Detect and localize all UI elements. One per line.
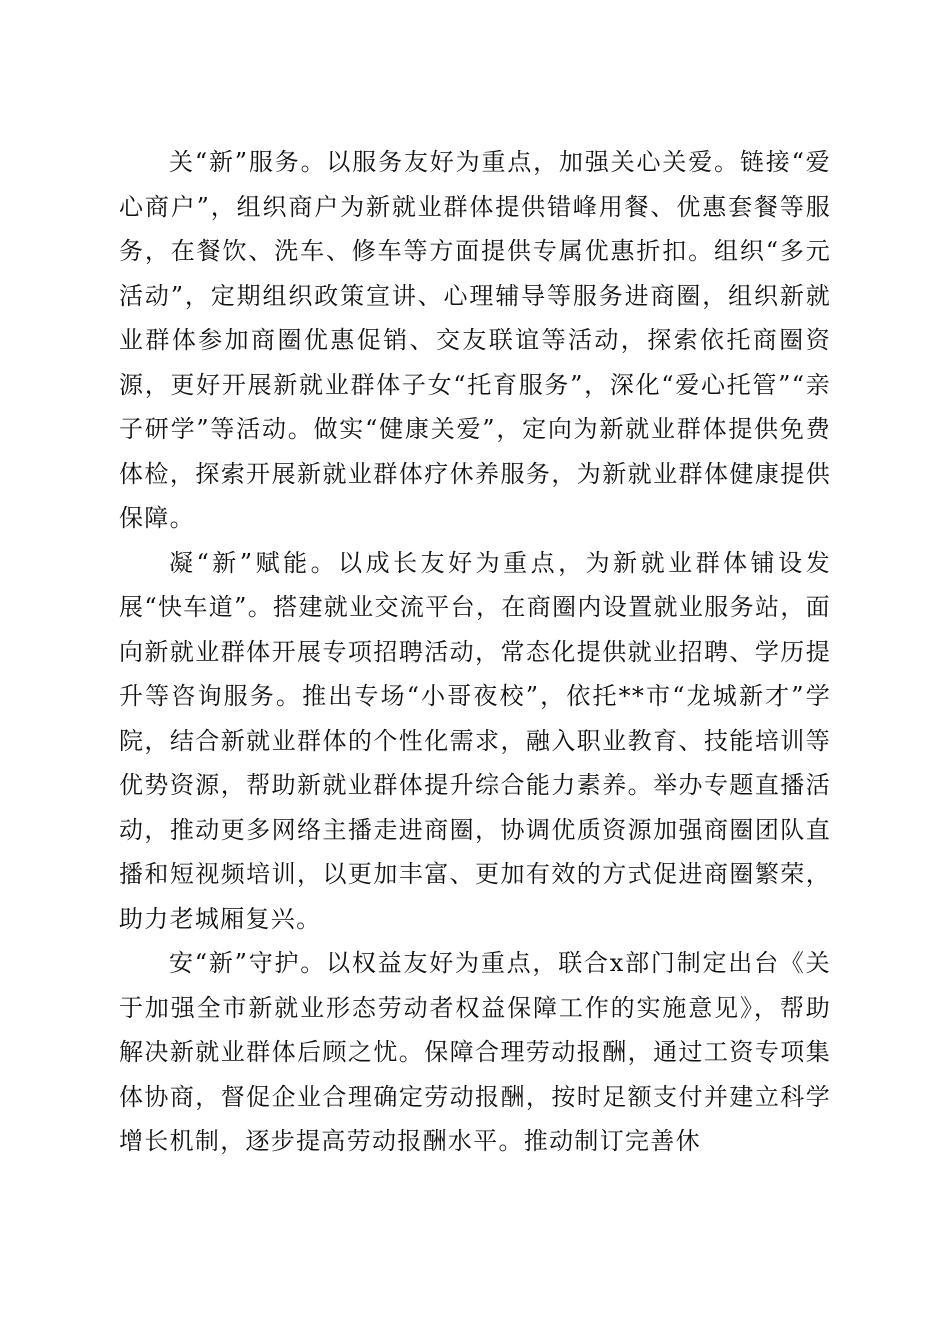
paragraph-protection: 安“新”守护。以权益友好为重点，联合x部门制定出台《关于加强全市新就业形态劳动者权益保障工作的实施意见》，帮助解决新就业群体后顾之忧。保障合理劳动报酬，通过工资专项集体协商，督促企业合理确定劳动报酬，按时足额支付并建立科学增长机制，逐步提高劳动报酬水平。推动制订完善休 bbox=[119, 949, 831, 1155]
paragraph-service: 关“新”服务。以服务友好为重点，加强关心关爱。链接“爱心商户”，组织商户为新就业群体提供错峰用餐、优惠套餐等服务，在餐饮、洗车、修车等方面提供专属优惠折扣。组织“多元活动”，定期组织政策宣讲、心理辅导等服务进商圈，组织新就业群体参加商圈优惠促销、交友联谊等活动，探索依托商圈资源，更好开展新就业群体子女“托育服务”，深化“爱心托管”“亲子研学”等活动。做实“健康关爱”，定向为新就业群体提供免费体检，探索开展新就业群体疗休养服务，为新就业群体健康提供保障。 bbox=[119, 148, 831, 532]
paragraph-empowerment: 凝“新”赋能。以成长友好为重点，为新就业群体铺设发展“快车道”。搭建就业交流平台，在商圈内设置就业服务站，面向新就业群体开展专项招聘活动，常态化提供就业招聘、学历提升等咨询服务。推出专场“小哥夜校”，依托**市“龙城新才”学院，结合新就业群体的个性化需求，融入职业教育、技能培训等优势资源，帮助新就业群体提升综合能力素养。举办专题直播活动，推动更多网络主播走进商圈，协调优质资源加强商圈团队直播和短视频培训，以更加丰富、更加有效的方式促进商圈繁荣，助力老城厢复兴。 bbox=[119, 548, 831, 933]
document-body bbox=[119, 140, 831, 1164]
